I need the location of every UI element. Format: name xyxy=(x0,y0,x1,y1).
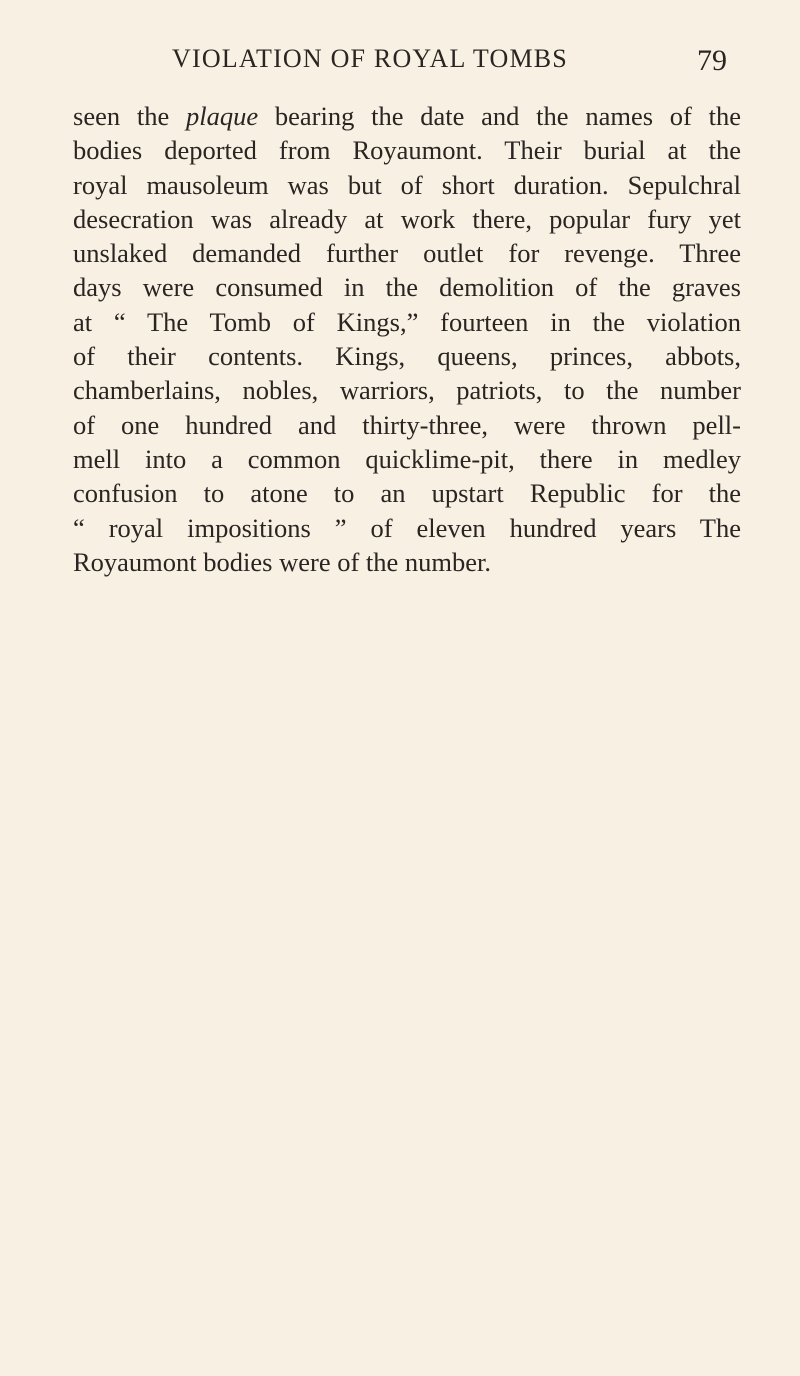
text-line: confusion to atone to an upstart Republic for the xyxy=(73,478,741,509)
text-line: bodies deported from Royaumont. Their burial at the xyxy=(73,135,741,166)
text-line: mell into a common quicklime-pit, there in medley xyxy=(73,443,741,474)
page-number: 79 xyxy=(697,44,727,77)
text-line xyxy=(73,99,741,133)
running-head: VIOLATION OF ROYAL TOMBS xyxy=(172,44,568,73)
text-fragment: bearing the date and the names of the xyxy=(258,101,741,131)
body-paragraph xyxy=(73,99,741,579)
text-line: days were consumed in the demolition of the graves xyxy=(73,272,741,303)
text-line: “ royal impositions ” of eleven hundred years The xyxy=(73,512,741,543)
text-line: unslaked demanded further outlet for revenge. Three xyxy=(73,238,741,269)
text-line: of one hundred and thirty-three, were thrown pell- xyxy=(73,409,741,440)
text-line: at “ The Tomb of Kings,” fourteen in the violation xyxy=(73,306,741,337)
text-line: desecration was already at work there, popular fury yet xyxy=(73,203,741,234)
italic-word: plaque xyxy=(186,101,259,131)
text-fragment: seen the xyxy=(73,101,186,131)
text-line: chamberlains, nobles, warriors, patriots, to the number xyxy=(73,375,741,406)
text-line: royal mausoleum was but of short duration. Sepulchral xyxy=(73,169,741,200)
text-line: of their contents. Kings, queens, princes, abbots, xyxy=(73,341,741,372)
text-line: Royaumont bodies were of the number. xyxy=(73,546,492,577)
